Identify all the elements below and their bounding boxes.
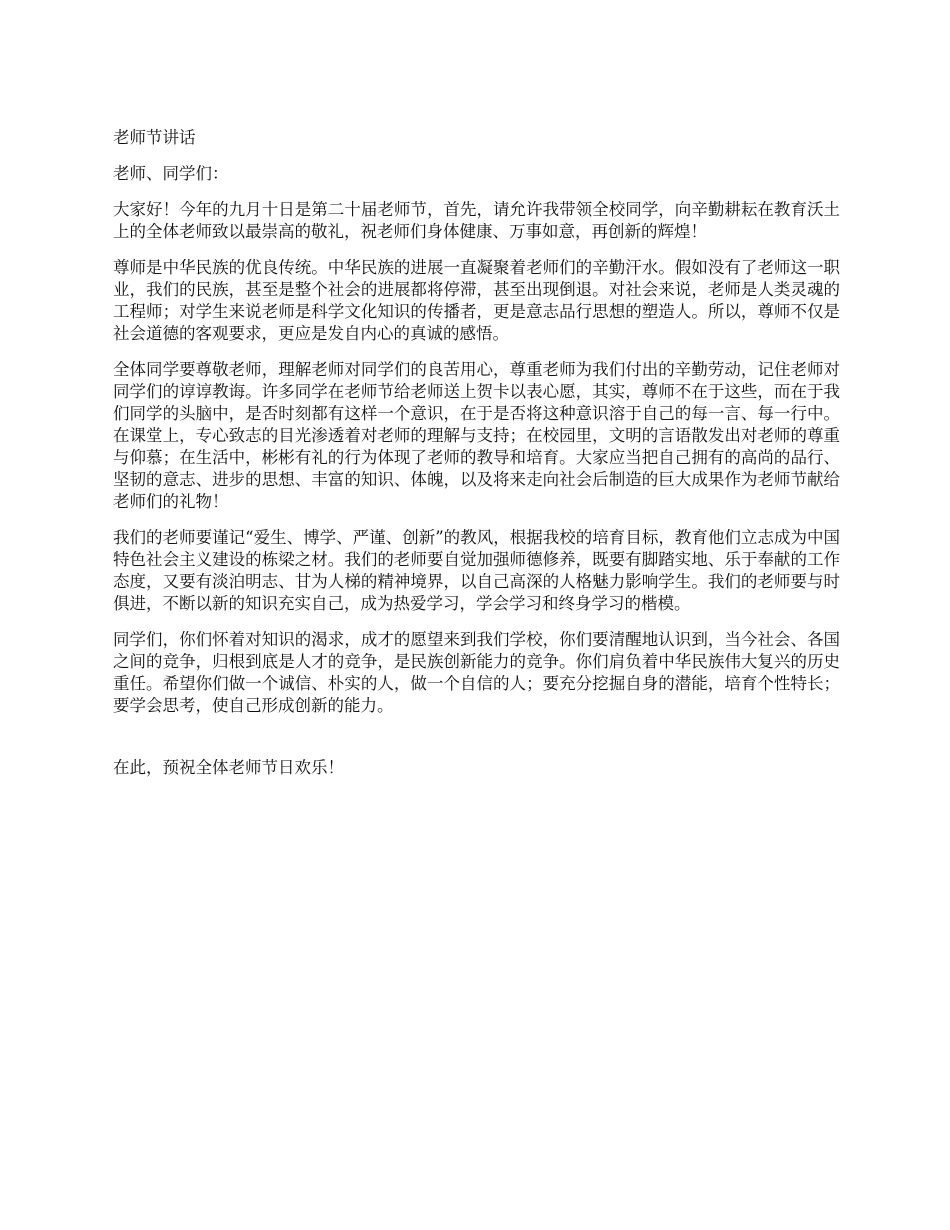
paragraph-students-mission: 同学们，你们怀着对知识的渴求，成才的愿望来到我们学校，你们要清醒地认识到，当今社会、各国之间的竞争，归根到底是人才的竞争，是民族创新能力的竞争。你们肩负着中华民族伟大复兴的历史重任。希望你们做一个诚信、朴实的人，做一个自信的人；要充分挖掘自身的潜能，培育个性特长；要学会思考，使自己形成创新的能力。 bbox=[113, 630, 840, 715]
document-title: 老师节讲话 bbox=[113, 128, 196, 147]
paragraph-students-respect: 全体同学要尊敬老师，理解老师对同学们的良苦用心，尊重老师为我们付出的辛勤劳动，记住老师对同学们的谆谆教诲。许多同学在老师节给老师送上贺卡以表心愿，其实，尊师不在于这些，而在于我们同学的头脑中，是否时刻都有这样一个意识，在于是否将这种意识溶于自己的每一言、每一行中。在课堂上，专心致志的目光渗透着对老师的理解与支持；在校园里，文明的言语散发出对老师的尊重与仰慕；在生活中，彬彬有礼的行为体现了老师的教导和培育。大家应当把自己拥有的高尚的品行、坚韧的意志、进步的思想、丰富的知识、体魄，以及将来走向社会后制造的巨大成果作为老师节献给老师们的礼物！ bbox=[113, 360, 840, 511]
document-body bbox=[113, 127, 840, 793]
paragraph-respect-tradition: 尊师是中华民族的优良传统。中华民族的进展一直凝聚着老师们的辛勤汗水。假如没有了老师这一职业，我们的民族，甚至是整个社会的进展都将停滞，甚至出现倒退。对社会来说，老师是人类灵魂的工程师；对学生来说老师是科学文化知识的传播者，更是意志品行思想的塑造人。所以，尊师不仅是社会道德的客观要求，更应是发自内心的真诚的感悟。 bbox=[113, 258, 840, 343]
closing-line: 在此，预祝全体老师节日欢乐！ bbox=[113, 758, 344, 777]
salutation: 老师、同学们： bbox=[113, 164, 229, 183]
paragraph-teachers-duty: 我们的老师要谨记“爱生、博学、严谨、创新”的教风，根据我校的培育目标，教育他们立志成为中国特色社会主义建设的栋梁之材。我们的老师要自觉加强师德修养，既要有脚踏实地、乐于奉献的工作态度，又要有淡泊明志、甘为人梯的精神境界，以自己高深的人格魅力影响学生。我们的老师要与时俱进，不断以新的知识充实自己，成为热爱学习，学会学习和终身学习的楷模。 bbox=[113, 528, 840, 613]
paragraph-greeting: 大家好！今年的九月十日是第二十届老师节，首先，请允许我带领全校同学，向辛勤耕耘在教育沃土上的全体老师致以最崇高的敬礼，祝老师们身体健康、万事如意，再创新的辉煌！ bbox=[113, 200, 840, 241]
